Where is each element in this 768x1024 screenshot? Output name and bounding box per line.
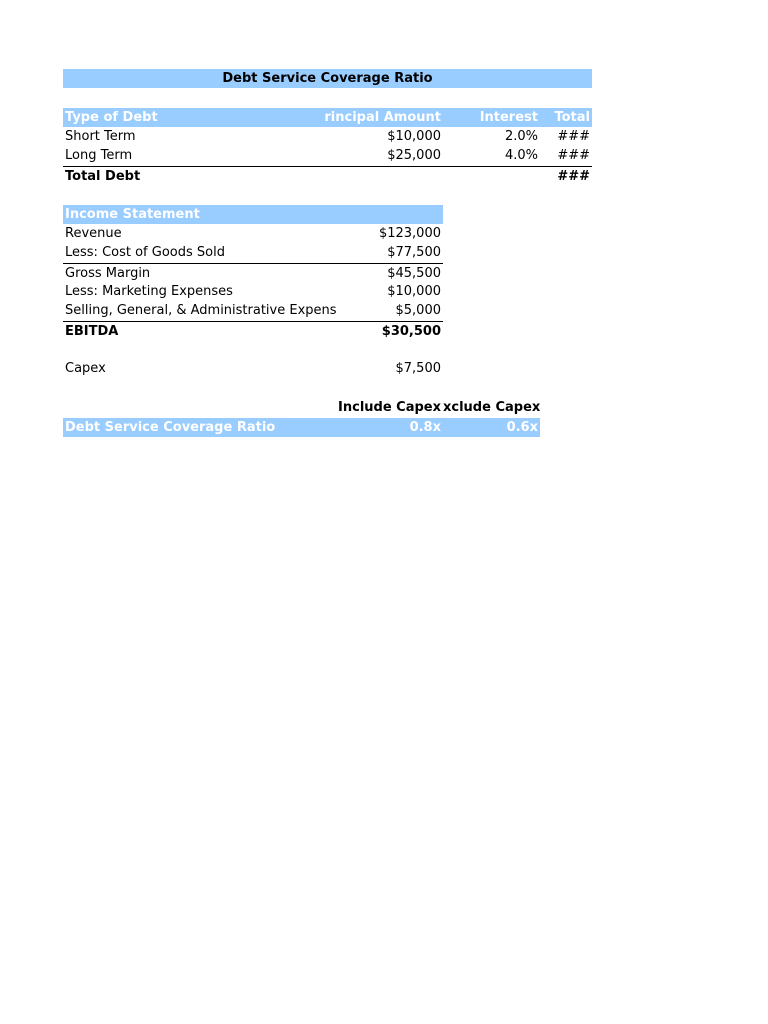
income-header-label: Income Statement — [65, 207, 200, 222]
capex-row — [63, 359, 443, 378]
capex-value: $7,500 — [395, 361, 441, 376]
debt-principal: $10,000 — [387, 129, 441, 144]
income-row-ebitda — [63, 321, 443, 341]
ebitda-label: EBITDA — [65, 324, 119, 339]
debt-header-principal: rincipal Amount — [324, 110, 441, 125]
income-row-cogs — [63, 243, 443, 262]
dscr-header-include: Include Capex — [338, 400, 441, 415]
dscr-exclude-value: 0.6x — [506, 420, 538, 435]
dscr-include-value: 0.8x — [409, 420, 441, 435]
debt-total: ### — [557, 129, 590, 144]
income-row-gross-margin — [63, 263, 443, 283]
dscr-column-headers — [63, 398, 540, 417]
total-debt-value: ### — [557, 169, 590, 184]
debt-type: Long Term — [65, 148, 133, 163]
debt-principal: $25,000 — [387, 148, 441, 163]
capex-label: Capex — [65, 361, 106, 376]
debt-interest: 2.0% — [504, 129, 538, 144]
debt-row-long-term — [63, 146, 592, 165]
income-value: $45,500 — [387, 266, 441, 281]
income-value: $10,000 — [387, 284, 441, 299]
income-value: $5,000 — [395, 303, 441, 318]
income-row-marketing — [63, 282, 443, 301]
debt-header-interest: Interest — [479, 110, 538, 125]
debt-header-type: Type of Debt — [65, 110, 158, 125]
income-label: Selling, General, & Administrative Expens — [65, 303, 337, 318]
debt-header-total: Total — [554, 110, 590, 125]
sheet-title-band — [63, 69, 592, 88]
total-debt-label: Total Debt — [65, 169, 141, 184]
income-row-sga — [63, 301, 443, 320]
income-value: $77,500 — [387, 245, 441, 260]
income-label: Less: Marketing Expenses — [65, 284, 233, 299]
debt-total-row — [63, 166, 592, 186]
debt-table-header — [63, 108, 592, 127]
debt-interest: 4.0% — [504, 148, 538, 163]
income-label: Revenue — [65, 226, 122, 241]
income-label: Less: Cost of Goods Sold — [65, 245, 225, 260]
debt-row-short-term — [63, 127, 592, 146]
debt-type: Short Term — [65, 129, 136, 144]
sheet-title: Debt Service Coverage Ratio — [222, 71, 433, 86]
ebitda-value: $30,500 — [381, 324, 441, 339]
dscr-result-row — [63, 418, 540, 437]
income-row-revenue — [63, 224, 443, 243]
income-statement-header — [63, 205, 443, 224]
dscr-header-exclude: xclude Capex — [443, 400, 540, 415]
income-value: $123,000 — [378, 226, 441, 241]
debt-total: ### — [557, 148, 590, 163]
income-label: Gross Margin — [65, 266, 151, 281]
dscr-label: Debt Service Coverage Ratio — [65, 420, 276, 435]
